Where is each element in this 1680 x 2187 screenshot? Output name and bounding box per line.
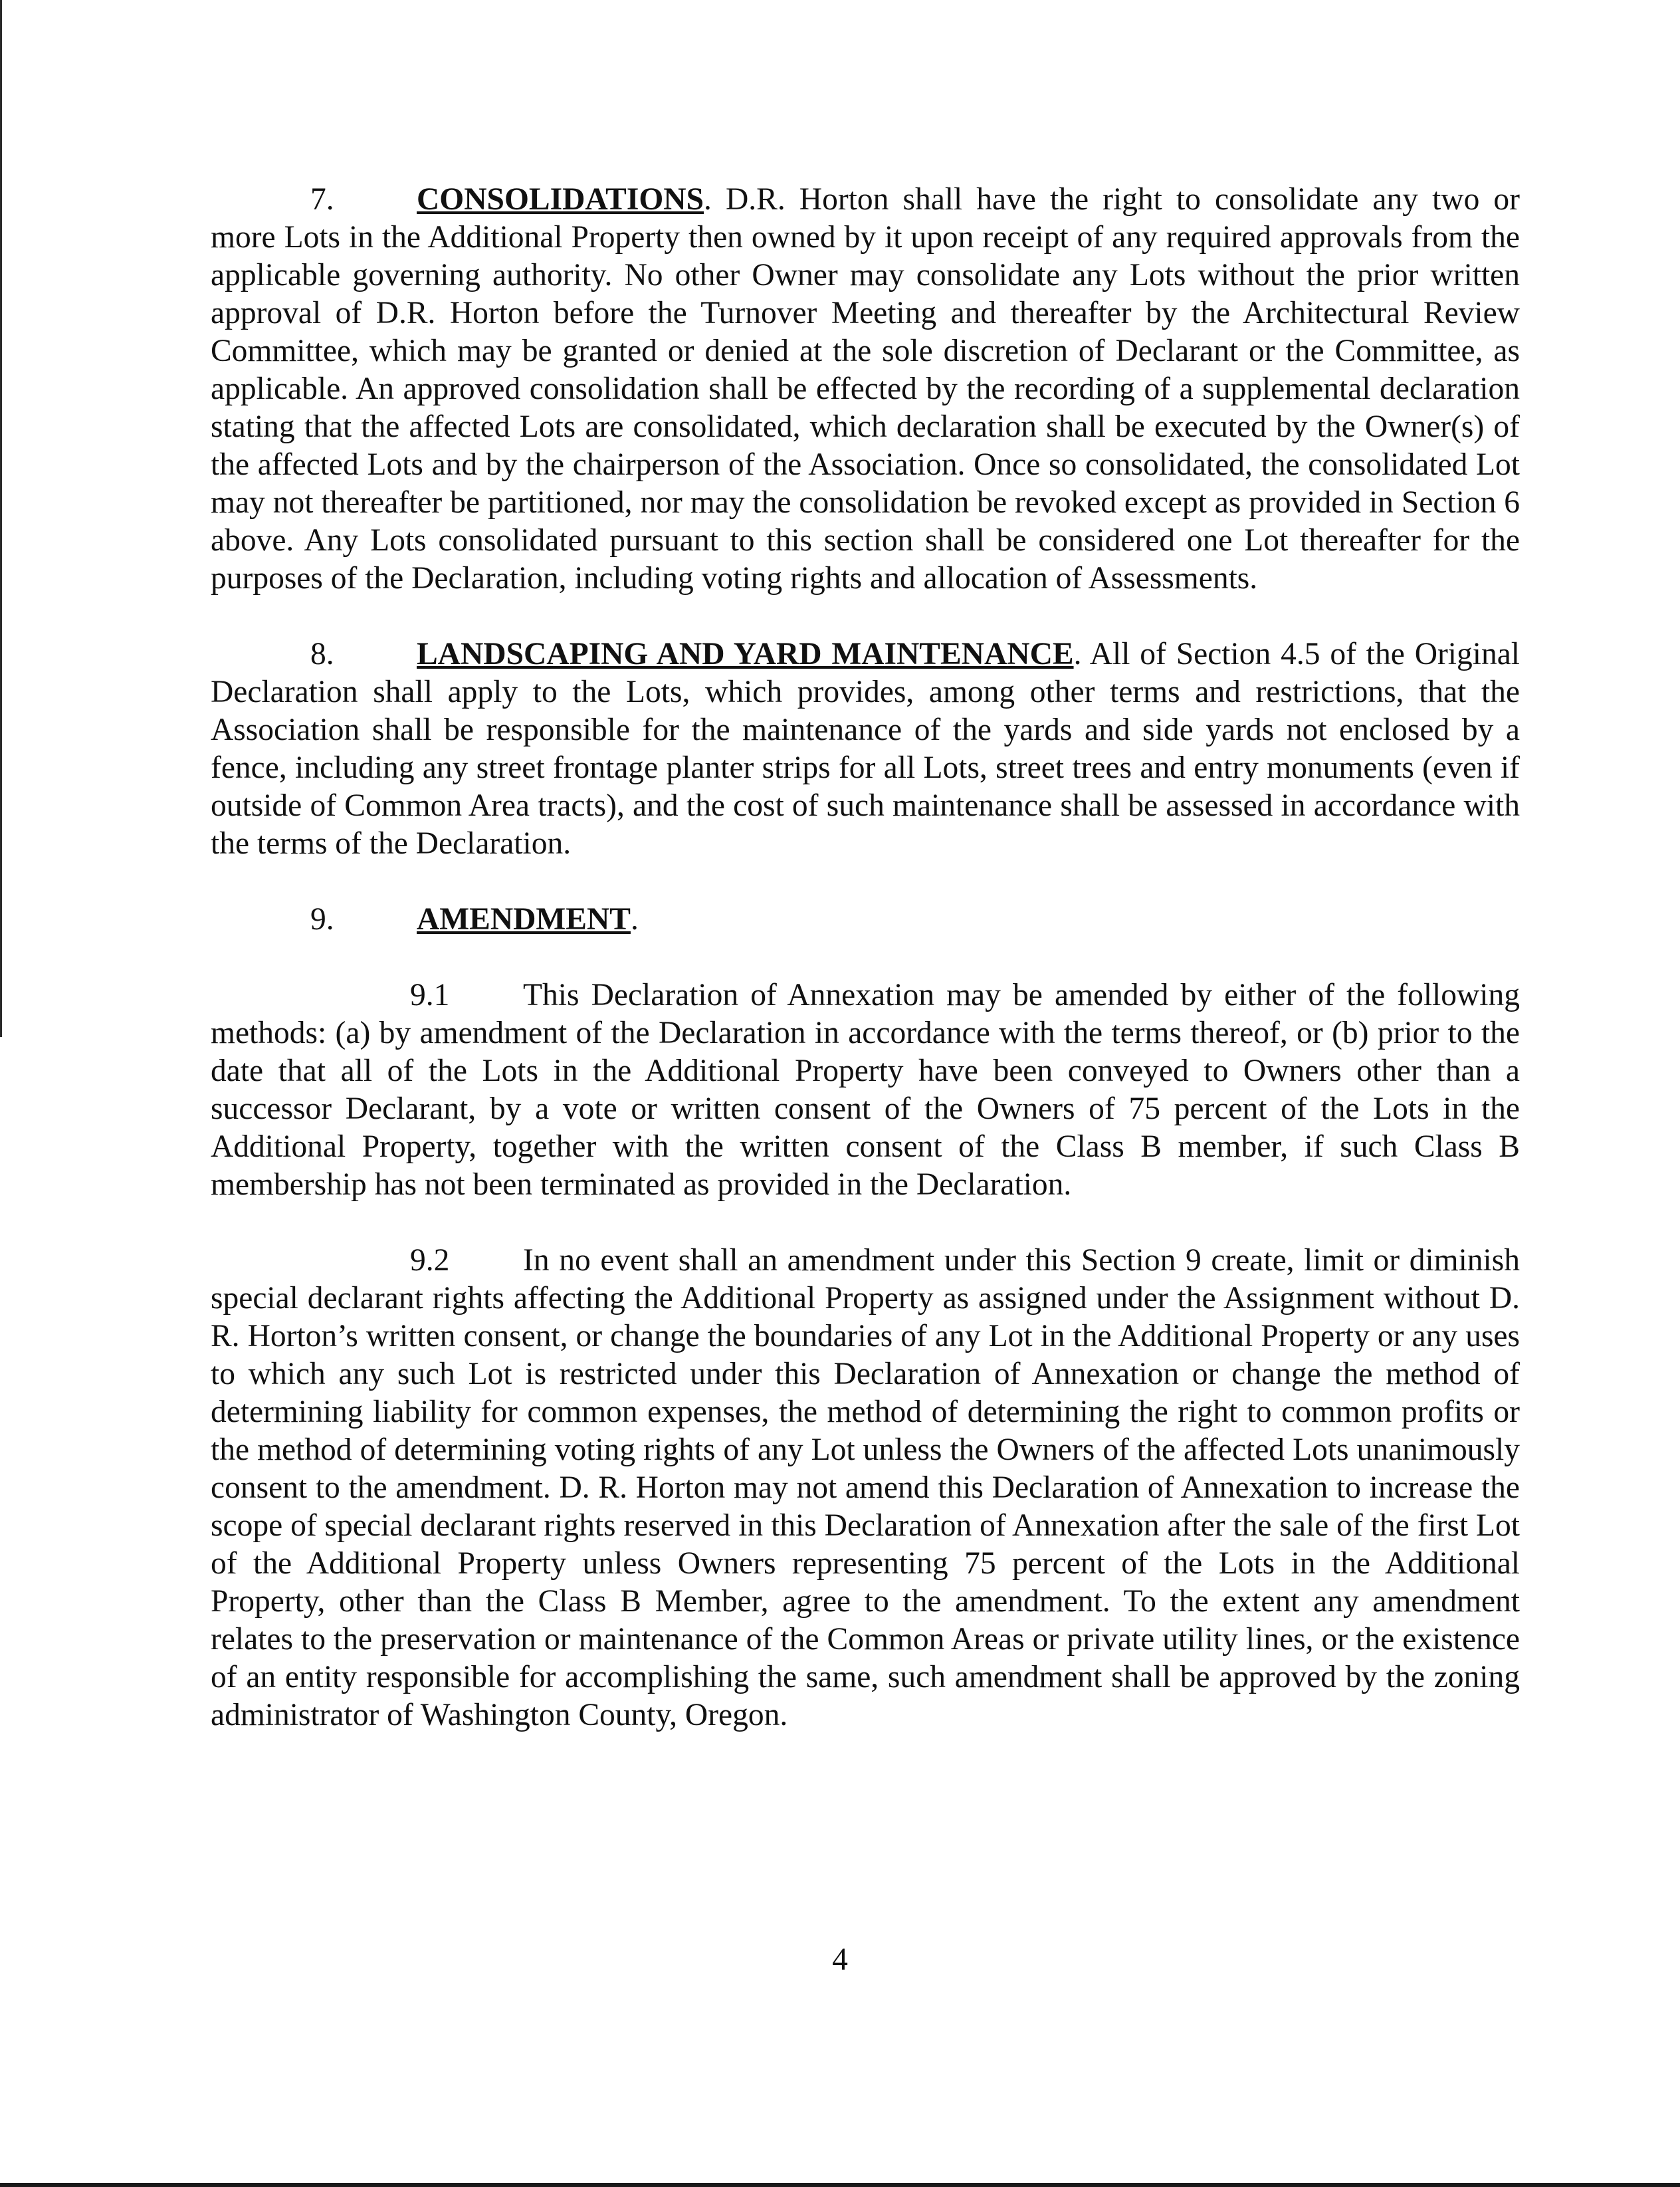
document-body bbox=[211, 181, 1520, 1734]
subsection-9-2-number: 9.2 bbox=[410, 1243, 450, 1278]
scan-bottom-edge bbox=[0, 2183, 1680, 2187]
section-7-title-period: . bbox=[704, 182, 712, 217]
section-7-text: D.R. Horton shall have the right to consolidate any two or more Lots in the Additional Property then owned by it upon receipt of any required approvals from the applicable governing authority. No other Owner may consolidate any Lots without the prior written approval of D.R. Horton before the Turnover Meeting and thereafter by the Architectural Review Committee, which may be granted or denied at the sole discretion of Declarant or the Committee, as applicable. An approved consolidation shall be effected by the recording of a supplemental declaration stating that the affected Lots are consolidated, which declaration shall be executed by the Owner(s) of the affected Lots and by the chairperson of the Association. Once so consolidated, the consolidated Lot may not thereafter be partitioned, nor may the consolidation be revoked except as provided in Section 6 above. Any Lots consolidated pursuant to this section shall be considered one Lot thereafter for the purposes of the Declaration, including voting rights and allocation of Assessments. bbox=[211, 182, 1520, 596]
section-9-heading bbox=[211, 901, 1520, 939]
subsection-9-2-paragraph bbox=[211, 1242, 1520, 1734]
section-8-title: LANDSCAPING AND YARD MAINTENANCE bbox=[417, 637, 1074, 671]
section-7-paragraph bbox=[211, 181, 1520, 598]
scan-left-edge bbox=[0, 0, 2, 1037]
section-8-title-period: . bbox=[1073, 637, 1082, 671]
section-8-number: 8. bbox=[310, 637, 334, 671]
section-9-title-period: . bbox=[630, 902, 639, 937]
section-7-number: 7. bbox=[310, 182, 334, 217]
section-7-title: CONSOLIDATIONS bbox=[417, 182, 704, 217]
page-number: 4 bbox=[832, 1942, 848, 1977]
section-9-number: 9. bbox=[310, 902, 334, 937]
section-8-paragraph bbox=[211, 635, 1520, 863]
section-9-title: AMENDMENT bbox=[417, 902, 631, 937]
subsection-9-1-text: This Declaration of Annexation may be amended by either of the following methods: (a) by amendment of the Declaration in accordance with the terms thereof, or (b) prior to the date that all of the Lots in the Additional Property have been conveyed to Owners other than a successor Declarant, by a vote or written consent of the Owners of 75 percent of the Lots in the Additional Property, together with the written consent of the Class B member, if such Class B membership has not been terminated as provided in the Declaration. bbox=[211, 978, 1520, 1202]
subsection-9-1-number: 9.1 bbox=[410, 978, 450, 1012]
subsection-9-1-paragraph bbox=[211, 977, 1520, 1204]
section-8-text: All of Section 4.5 of the Original Declaration shall apply to the Lots, which provides, among other terms and restrictions, that the Association shall be responsible for the maintenance of the yards and side yards not enclosed by a fence, including any street frontage planter strips for all Lots, street trees and entry monuments (even if outside of Common Area tracts), and the cost of such maintenance shall be assessed in accordance with the terms of the Declaration. bbox=[211, 637, 1520, 861]
subsection-9-2-text: In no event shall an amendment under this Section 9 create, limit or diminish special declarant rights affecting the Additional Property as assigned under the Assignment without D. R. Horton’s written consent, or change the boundaries of any Lot in the Additional Property or any uses to which any such Lot is restricted under this Declaration of Annexation or change the method of determining liability for common expenses, the method of determining the right to common profits or the method of determining voting rights of any Lot unless the Owners of the affected Lots unanimously consent to the amendment. D. R. Horton may not amend this Declaration of Annexation to increase the scope of special declarant rights reserved in this Declaration of Annexation after the sale of the first Lot of the Additional Property unless Owners representing 75 percent of the Lots in the Additional Property, other than the Class B Member, agree to the amendment. To the extent any amendment relates to the preservation or maintenance of the Common Areas or private utility lines, or the existence of an entity responsible for accomplishing the same, such amendment shall be approved by the zoning administrator of Washington County, Oregon. bbox=[211, 1243, 1520, 1732]
